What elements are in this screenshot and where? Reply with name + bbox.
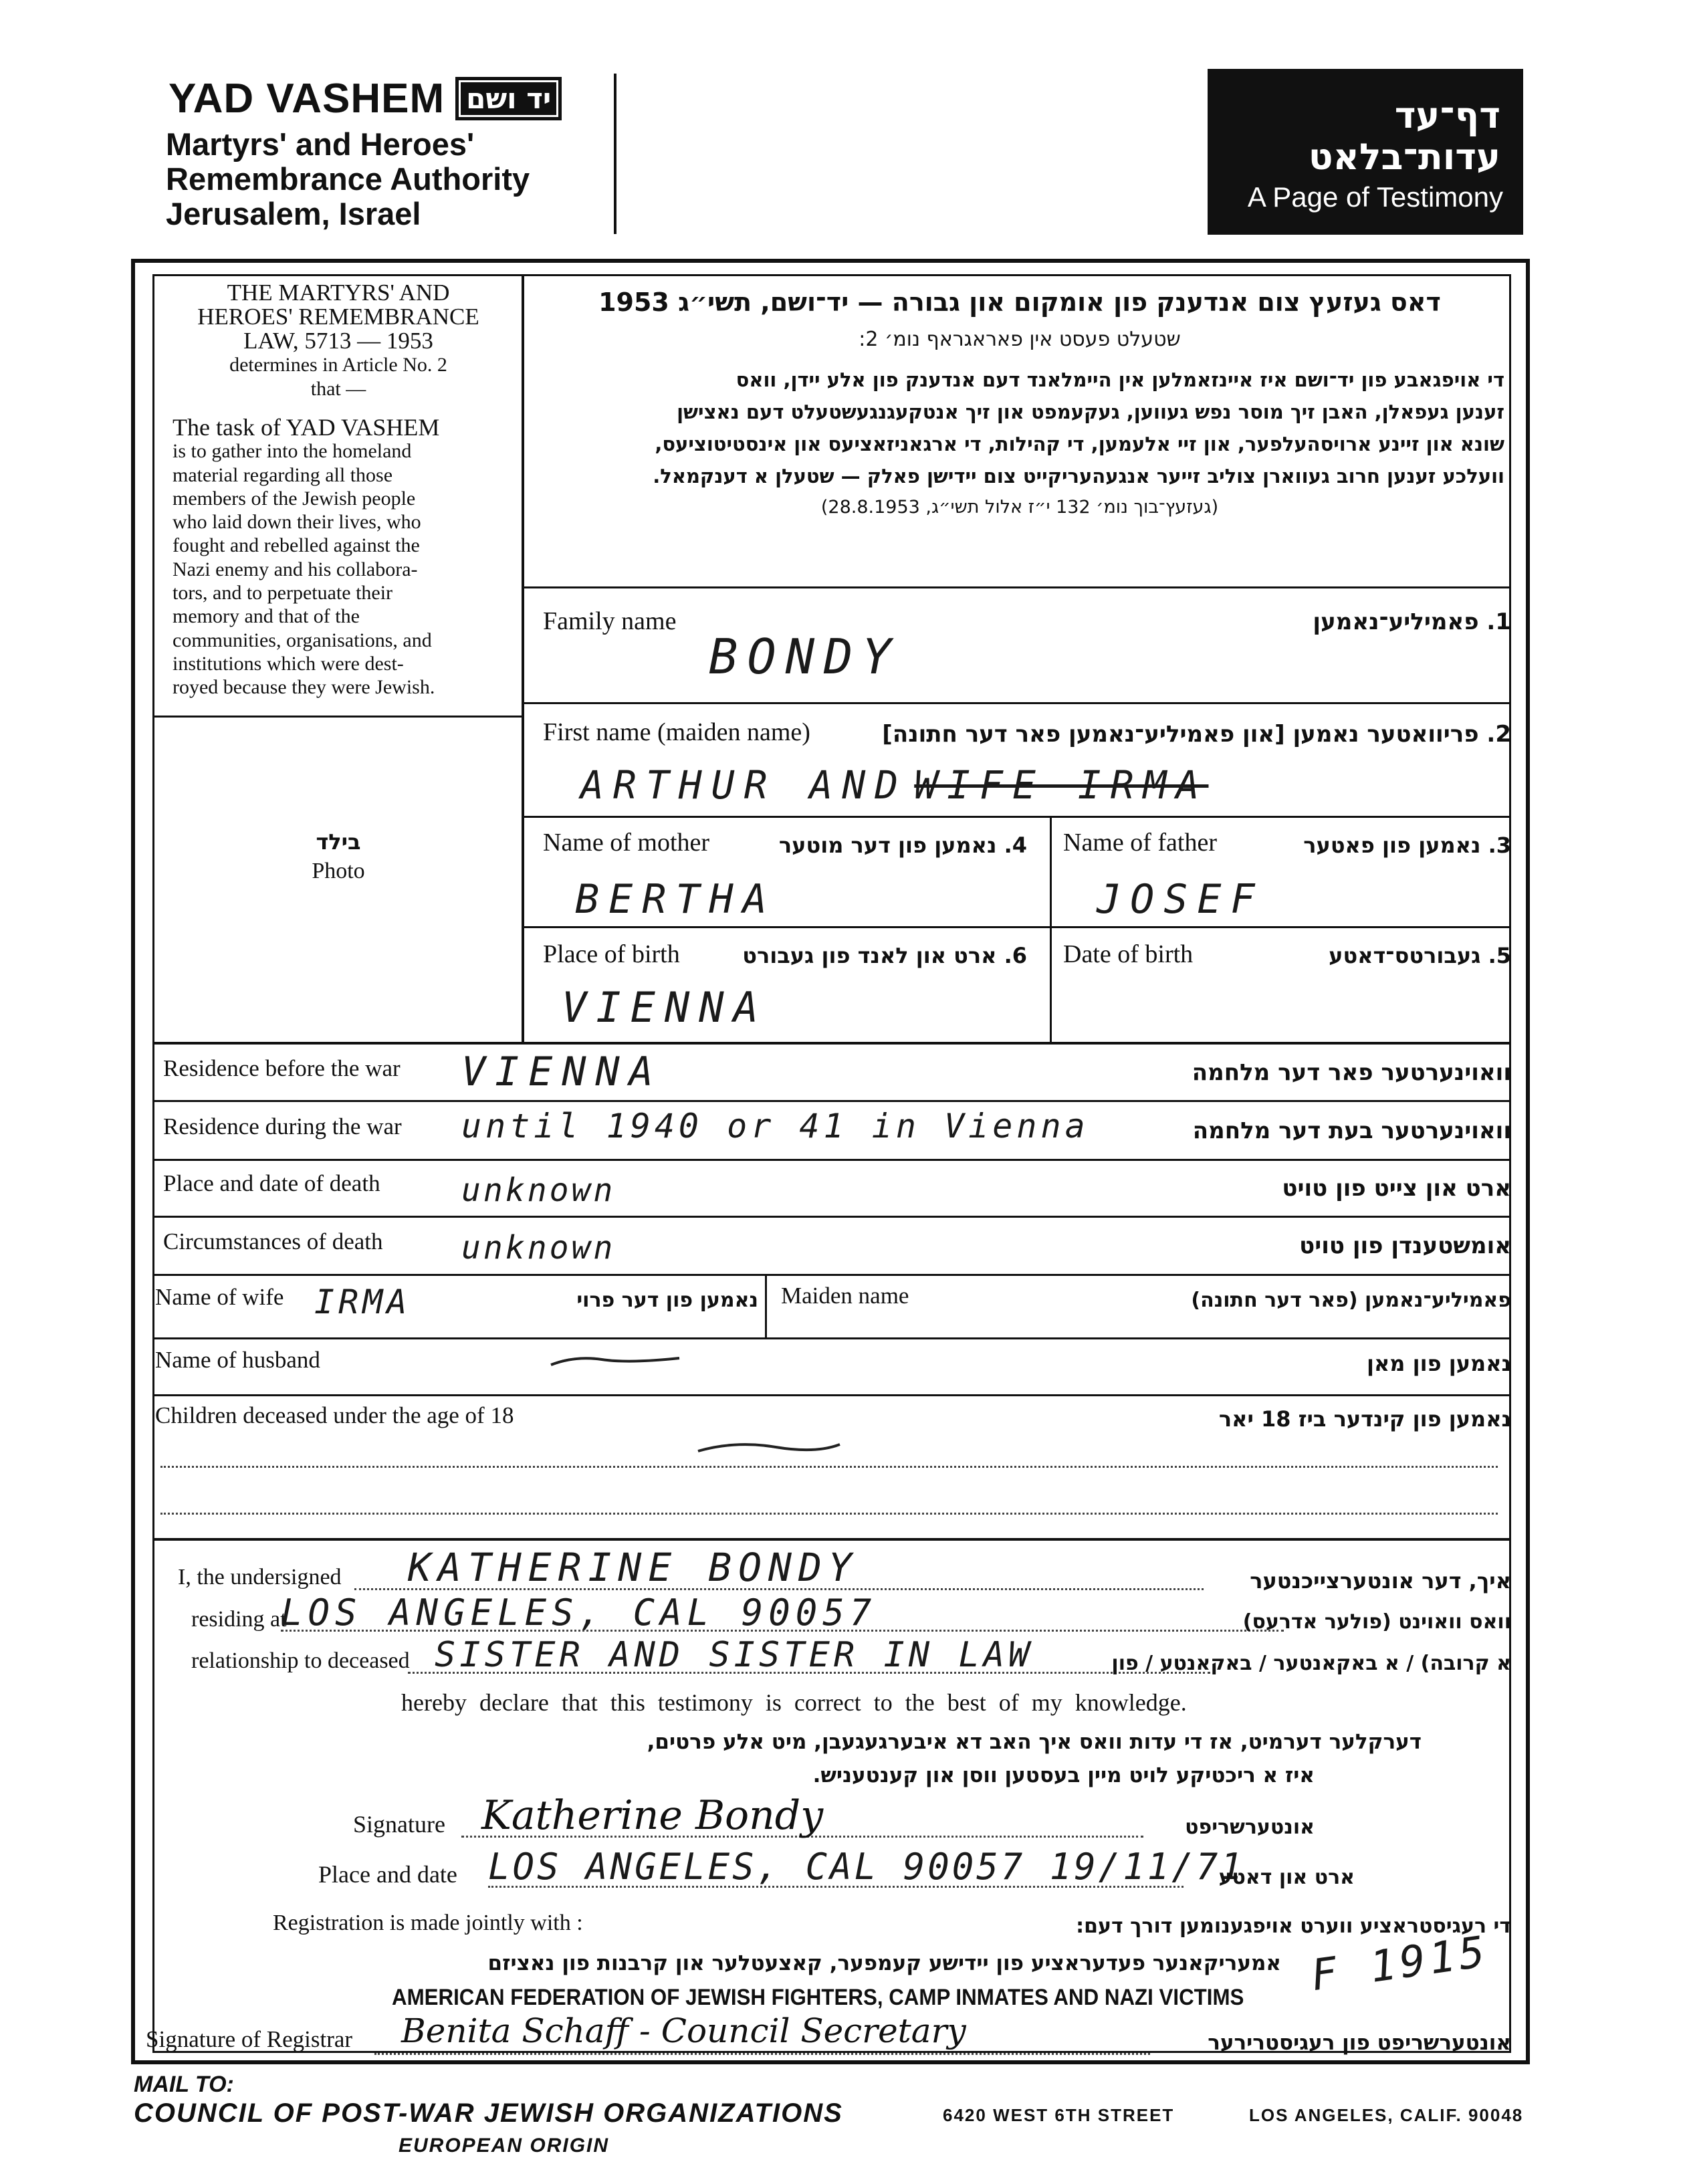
husband-dash	[548, 1354, 682, 1368]
law-text-line: who laid down their lives, who	[173, 511, 421, 534]
street: 6420 WEST 6TH STREET	[943, 2105, 1175, 2125]
res-before-hebrew: וואוינערטער פאר דער מלחמה	[1192, 1059, 1511, 1086]
family-name-value[interactable]: BONDY	[709, 629, 901, 685]
council: COUNCIL OF POST-WAR JEWISH ORGANIZATIONS	[134, 2098, 843, 2128]
registrar-value[interactable]: Benita Schaff - Council Secretary	[401, 2011, 966, 2050]
law-hebrew-text: זענען געפאלן, האבן זיך מוסר נפש געווען, געקעמפט און זיך אנטקעגנגעשטעלט דעם נאצישן	[677, 401, 1504, 423]
family-name-hebrew: 1. פאמיליע־נאמען	[1313, 609, 1511, 635]
law-hebrew-title: דאס געזעץ צום אנדענק פון אומקום און גבורה — יד־ושם, תשי״ג 1953	[598, 288, 1441, 317]
rule	[1050, 816, 1052, 1043]
undersigned-label: I, the undersigned	[178, 1565, 342, 1590]
law-title-line1: THE MARTYRS' AND	[227, 280, 450, 306]
city: LOS ANGELES, CALIF. 90048	[1249, 2105, 1524, 2125]
badge-english: A Page of Testimony	[1247, 181, 1503, 213]
mail-to: MAIL TO:	[134, 2072, 234, 2097]
law-text-line: memory and that of the	[173, 605, 360, 628]
registration-label: Registration is made jointly with :	[273, 1910, 583, 1935]
law-title-line3: LAW, 5713 — 1953	[243, 328, 433, 354]
federation-english: AMERICAN FEDERATION OF JEWISH FIGHTERS, CAMP INMATES AND NAZI VICTIMS	[392, 1985, 1244, 2010]
law-text-line: is to gather into the homeland	[173, 440, 412, 463]
law-text-line: institutions which were dest-	[173, 652, 404, 675]
rule	[523, 586, 1511, 588]
husband-label: Name of husband	[155, 1347, 320, 1373]
birth-place-label: Place of birth	[543, 940, 680, 968]
law-text-line: fought and rebelled against the	[173, 534, 420, 557]
law-hebrew-subtitle: שטעלט פעסט אין פאראגראף נומ׳ 2:	[859, 328, 1181, 351]
header-divider	[614, 74, 616, 234]
rule	[523, 702, 1511, 704]
death-place-label: Place and date of death	[163, 1170, 380, 1196]
children-line[interactable]	[160, 1513, 1498, 1515]
photo-hebrew: בילד	[316, 829, 361, 855]
declare-hebrew-2: איז א ריכטיקע לויט מיין בעסטען ווסן און קענטעניש.	[812, 1763, 1315, 1787]
residing-value[interactable]: LOS ANGELES, CAL 90057	[281, 1592, 877, 1634]
residing-label: residing at	[191, 1607, 287, 1632]
law-bottom-rule	[152, 716, 523, 718]
badge-hebrew-2: עדות־בלאט	[1308, 136, 1500, 178]
first-name-struck: WIFE IRMA	[914, 762, 1209, 808]
res-during-hebrew: וואוינערטער בעת דער מלחמה	[1192, 1117, 1511, 1144]
wife-label: Name of wife	[155, 1284, 284, 1310]
law-hebrew-text: (געזעץ־בוך נומ׳ 132 י״ז אלול תשי״ג, 28.8.1953)	[820, 497, 1219, 518]
law-title-line2: HEROES' REMEMBRANCE	[197, 304, 479, 330]
death-circ-label: Circumstances of death	[163, 1228, 383, 1254]
law-title-line4: determines in Article No. 2	[229, 354, 447, 376]
yad-vashem-logo	[168, 75, 562, 122]
testimony-badge	[1208, 69, 1523, 235]
children-line[interactable]	[160, 1466, 1498, 1468]
law-text-line: The task of YAD VASHEM	[173, 414, 440, 441]
wife-hebrew: נאמען פון דער פרוי	[576, 1289, 758, 1312]
law-title-line5: that —	[310, 378, 366, 400]
signature-value[interactable]: Katherine Bondy	[481, 1792, 824, 1839]
law-hebrew-text: שונא און זיינע ארויסהעלפער, און זיי אלעמען, די קהילות, די ארגאניזאציעס און אינסטיטוציעס,	[655, 433, 1504, 455]
children-dash-mark	[695, 1438, 842, 1458]
photo-label: Photo	[312, 859, 365, 883]
birth-date-label: Date of birth	[1063, 940, 1194, 968]
badge-hebrew-1: דף־עד	[1394, 94, 1500, 136]
maiden-hebrew: פאמיליע־נאמען (פאר דער חתונה)	[1191, 1289, 1511, 1312]
org-line2: Remembrance Authority	[166, 161, 530, 197]
law-text-line: royed because they were Jewish.	[173, 676, 435, 699]
place-date-hebrew: ארט און דאטע	[1218, 1866, 1355, 1889]
law-title	[158, 281, 519, 401]
children-hebrew: נאמען פון קינדער ביז 18 יאר	[1218, 1406, 1511, 1432]
signature-hebrew: אונטערשריפט	[1185, 1816, 1315, 1839]
place-date-label: Place and date	[318, 1861, 457, 1888]
birth-date-hebrew: 5. געבורטס־דאטע	[1329, 943, 1511, 968]
undersigned-hebrew: איך, דער אונטערצייכנטער	[1250, 1568, 1511, 1594]
relation-value[interactable]: SISTER AND SISTER IN LAW	[435, 1635, 1034, 1675]
registrar-label: Signature of Registrar	[146, 2026, 353, 2052]
law-text-line: material regarding all those	[173, 463, 393, 486]
org-name: YAD VASHEM	[168, 75, 445, 122]
law-text-line: members of the Jewish people	[173, 487, 416, 510]
rule	[765, 1274, 767, 1339]
death-circ-hebrew: אומשטענדן פון טויט	[1299, 1232, 1511, 1259]
husband-hebrew: נאמען פון מאן	[1367, 1351, 1511, 1376]
rule	[152, 1337, 1511, 1339]
rule	[523, 926, 1511, 928]
mother-hebrew: 4. נאמען פון דער מוטער	[778, 833, 1027, 858]
registrar-line	[374, 2053, 1150, 2055]
death-place-value[interactable]: unknown	[461, 1172, 616, 1209]
photo-box	[158, 829, 519, 884]
father-hebrew: 3. נאמען פון פאטער	[1303, 833, 1511, 858]
res-before-value[interactable]: VIENNA	[461, 1049, 663, 1095]
federation-hebrew: אמעריקאנער פעדעראציע פון יידישע קעמפער, קאצעטלער און קרבנות פון נאציזם	[487, 1951, 1281, 1975]
first-name-label: First name (maiden name)	[543, 718, 810, 746]
death-place-hebrew: ארט און צייט פון טויט	[1282, 1175, 1511, 1202]
res-during-value[interactable]: until 1940 or 41 in Vienna	[461, 1107, 1089, 1145]
rule	[152, 1394, 1511, 1396]
law-hebrew-block	[535, 288, 1504, 518]
husband-scribble	[548, 1354, 682, 1368]
children-scribble	[695, 1438, 842, 1461]
rule	[152, 1274, 1511, 1276]
relation-label: relationship to deceased	[191, 1648, 410, 1673]
origin: EUROPEAN ORIGIN	[399, 2135, 610, 2157]
registration-hebrew: די רעגיסטראציע ווערט אויפגענומען דורך דעם:	[1076, 1915, 1511, 1938]
law-text-line: Nazi enemy and his collabora-	[173, 558, 418, 580]
death-circ-value[interactable]: unknown	[461, 1229, 616, 1267]
res-before-label: Residence before the war	[163, 1055, 401, 1081]
family-name-label: Family name	[543, 607, 677, 635]
res-during-label: Residence during the war	[163, 1113, 402, 1139]
wife-value[interactable]: IRMA	[314, 1283, 411, 1321]
children-label: Children deceased under the age of 18	[155, 1402, 514, 1428]
father-value[interactable]: JOSEF	[1097, 876, 1264, 923]
rule	[523, 816, 1511, 818]
maiden-label: Maiden name	[781, 1283, 909, 1309]
org-line1: Martyrs' and Heroes'	[166, 126, 475, 162]
residing-hebrew: וואס וואוינט (פולער אדרעס)	[1242, 1610, 1511, 1634]
declare-hebrew-1: דערקלער דערמיט, אז די עדות וואס איך האב דא איבערגעגעבן, מיט אלע פרטים,	[647, 1730, 1422, 1754]
org-line3: Jerusalem, Israel	[166, 196, 421, 231]
place-date-value[interactable]: LOS ANGELES, CAL 90057 19/11/71	[488, 1846, 1245, 1888]
law-hebrew-text: וועלכע זענען חרוב געווארן צוליב זייער אנגעהעריקייט צום יידישן פאלק — שטעלן א דענקמאל.	[653, 465, 1504, 487]
registrar-hebrew: אונטערשריפט פון רעגיסטרירער	[1208, 2031, 1511, 2055]
rule	[152, 1538, 1511, 1541]
first-name-value-wrap	[580, 762, 1208, 808]
mother-value[interactable]: BERTHA	[575, 876, 776, 923]
first-name-value[interactable]: ARTHUR AND	[580, 762, 908, 808]
law-text	[173, 416, 510, 699]
signature-label: Signature	[353, 1811, 445, 1838]
declare-english: hereby declare that this testimony is correct to the best of my knowledge.	[401, 1689, 1187, 1716]
org-logo-hebrew: יד ושם	[455, 77, 562, 120]
father-label: Name of father	[1063, 829, 1217, 857]
org-description	[166, 127, 530, 231]
first-name-hebrew: 2. פריוואטער נאמען [און פאמיליע־נאמען פאר דער חתונה]	[882, 721, 1511, 748]
undersigned-value[interactable]: KATHERINE BONDY	[408, 1545, 859, 1590]
law-text-line: tors, and to perpetuate their	[173, 582, 393, 605]
rule	[152, 1216, 1511, 1218]
rule	[152, 1100, 1511, 1102]
law-text-line: communities, organisations, and	[173, 629, 432, 651]
rule	[152, 1159, 1511, 1161]
mother-label: Name of mother	[543, 829, 710, 857]
relation-hebrew: א קרובה) / א באקאנטער / באקאנטע / פון	[1111, 1652, 1511, 1675]
registration-stamp: F 1915	[1308, 1927, 1492, 2001]
rule	[152, 1042, 1511, 1045]
law-hebrew-text: די אויפגאבע פון יד־ושם איז איינזאמלען אין היימלאנד דעם אנדענק פון אלע יידן, וואס	[736, 368, 1504, 391]
birth-place-value[interactable]: VIENNA	[562, 983, 768, 1032]
birth-place-hebrew: 6. ארט און לאנד פון געבורט	[742, 943, 1027, 968]
